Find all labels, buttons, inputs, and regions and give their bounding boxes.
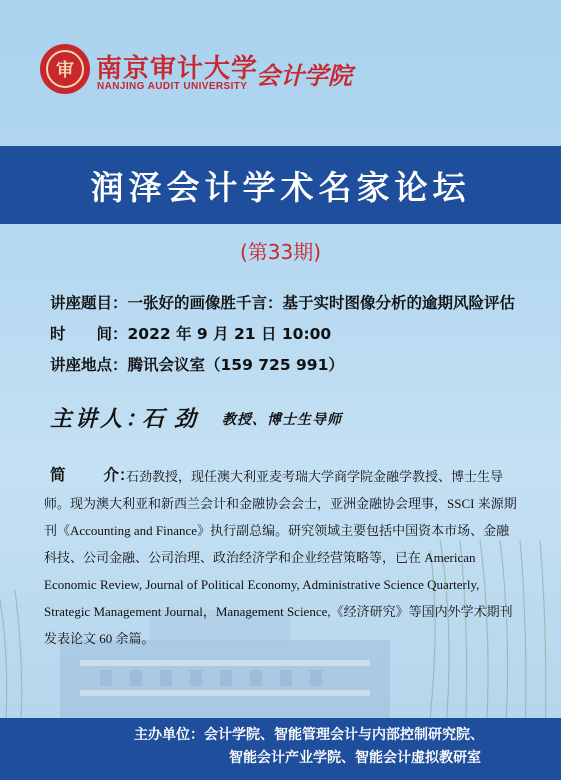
lecture-time: 时 间：2022 年 9 月 21 日 10:00 bbox=[50, 325, 332, 343]
intro-label-b: 介： bbox=[103, 466, 135, 484]
speaker-title: 教授、博士生导师 bbox=[222, 412, 342, 428]
forum-title: 润泽会计学术名家论坛 bbox=[90, 168, 471, 207]
host-line-2: 智能会计产业学院、智能会计虚拟教研室 bbox=[229, 750, 481, 766]
lecture-location: 讲座地点：腾讯会议室（159 725 991） bbox=[50, 356, 344, 374]
logo-emblem: 审 bbox=[46, 50, 84, 88]
speaker-name: 石劲 bbox=[142, 406, 207, 432]
speaker-label: 主讲人： bbox=[50, 406, 151, 432]
lecture-topic: 讲座题目：一张好的画像胜千言：基于实时图像分析的逾期风险评估 bbox=[50, 294, 516, 312]
issue-number: (第33期) bbox=[239, 240, 322, 264]
speaker-bio: 石劲教授，现任澳大利亚麦考瑞大学商学院金融学教授、博士生导师。现为澳大利亚和新西兰会计和金融协会会士，亚洲金融协会理事，SSCI 来源期刊《Accounting and Finance》执行副总编。研究领域主要包括中国资本市场、金融科技、公司金融、公司治理、政治经济学和企业经营策略等，已在 American Economic Review, Journal of Political Economy, Administrative Science Quarterly, Strategic Management Journal，Management Science,《经济研究》等国内外学术期刊发表论文 60 余篇。 bbox=[44, 469, 517, 646]
intro-label-a: 简 bbox=[50, 466, 66, 484]
university-logo bbox=[40, 44, 90, 94]
school-name: 会计学院 bbox=[256, 61, 352, 90]
university-name-en: NANJING AUDIT UNIVERSITY bbox=[97, 81, 248, 92]
host-line-1: 主办单位：会计学院、智能管理会计与内部控制研究院、 bbox=[134, 727, 484, 743]
university-name-cn: 南京审计大学 bbox=[96, 54, 259, 84]
